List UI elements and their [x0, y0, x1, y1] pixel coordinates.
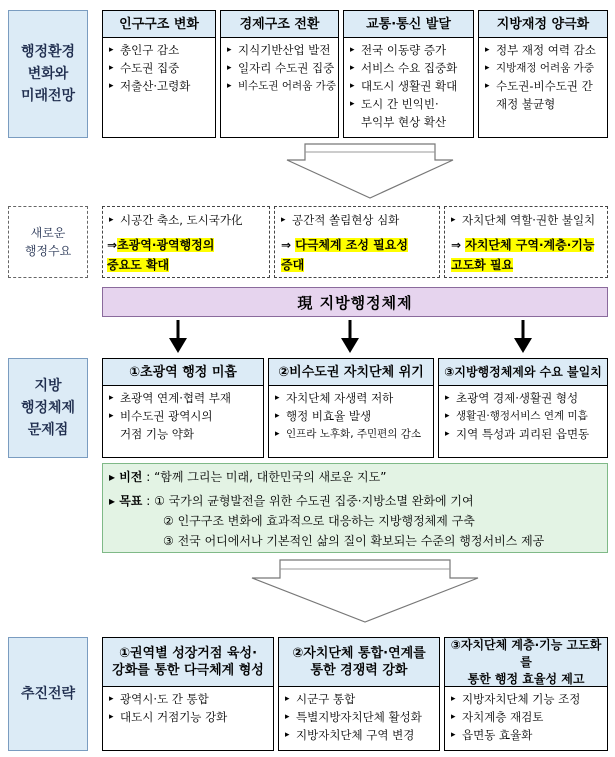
down-arrow-icon — [167, 320, 189, 354]
side-label-line: 새로운 — [30, 226, 66, 240]
down-arrow-icon — [339, 320, 361, 354]
side-label-line: 미래전망 — [20, 88, 76, 104]
list-item-continued: 부익부 현상 확산 — [361, 115, 447, 129]
strategy-title — [103, 638, 273, 687]
list-item: ▸ 생활권·행정서비스 연계 미흡 — [445, 407, 589, 425]
list-item: ▸ 자치계층 재검토 — [451, 708, 580, 726]
vision-goal-box — [102, 463, 608, 553]
env-column-population — [102, 10, 216, 138]
side-label-line: 추진전략 — [20, 686, 76, 702]
down-arrow-icon — [512, 320, 534, 354]
needs-result — [451, 235, 594, 275]
side-label-line: 지방 — [34, 378, 62, 394]
needs-box-1 — [102, 206, 270, 278]
side-label-line: 문제점 — [27, 422, 69, 438]
highlight-text: 고도화 필요 — [451, 258, 514, 272]
list-item: ▸ 비수도권 어려움 가중 — [227, 77, 336, 95]
side-label-needs — [8, 206, 88, 278]
goal-row — [109, 492, 474, 510]
vision-text: : “함께 그리는 미래, 대한민국의 새로운 지도” — [146, 470, 387, 484]
env-column-title: 인구구조 변화 — [103, 11, 215, 38]
goal-item: ② 인구구조 변화에 효과적으로 대응하는 지방행정체제 구축 — [163, 514, 475, 528]
list-item: ▸ 총인구 감소 — [109, 41, 190, 59]
needs-box-2 — [274, 206, 440, 278]
env-column-economy — [220, 10, 339, 138]
list-item: ▸ 시군구 통합 — [285, 690, 422, 708]
goal-item: : ① 국가의 균형발전을 위한 수도권 집중·지방소멸 완화에 기여 — [146, 494, 474, 508]
env-column-title: 교통·통신 발달 — [344, 11, 473, 38]
list-item: ▸ 지방자치단체 기능 조정 — [451, 690, 580, 708]
list-item: ▸ 읍면동 효율화 — [451, 726, 580, 744]
list-item: ▸ 저출산·고령화 — [109, 77, 190, 95]
strategy-title-line: 통한 경쟁력 강화 — [310, 663, 408, 678]
strategy-title-line: ③자치단체 계층·기능 고도화를 — [450, 637, 602, 669]
list-item: ▸ 정부 재정 여력 감소 — [485, 41, 596, 59]
needs-result — [281, 235, 408, 275]
implies-icon: ⇒ — [107, 238, 118, 252]
list-item: ▸ 도시 간 빈익빈· — [350, 95, 457, 113]
list-item: ▸ 공간적 쏠림현상 심화 — [281, 211, 399, 229]
strategy-title — [445, 638, 607, 687]
side-label-environment — [8, 10, 88, 138]
list-item: ▸ 자치단체 자생력 저하 — [275, 389, 421, 407]
list-item: ▸ 수도권-비수도권 간 — [485, 77, 596, 95]
strategy-column-3 — [444, 637, 608, 751]
list-item: ▸ 수도권 집중 — [109, 59, 190, 77]
highlight-text: 증대 — [281, 258, 305, 272]
side-label-line: 행정체제 — [20, 400, 76, 416]
list-item: ▸ 서비스 수요 집중화 — [350, 59, 457, 77]
list-item: ▸ 초광역 경제·생활권 형성 — [445, 389, 589, 407]
needs-box-3 — [444, 206, 608, 278]
list-item: ▸ 지방자치단체 구역 변경 — [285, 726, 422, 744]
implies-icon: ⇒ — [451, 238, 462, 252]
highlight-text: 중요도 확대 — [107, 258, 170, 272]
strategy-title-line: ①권역별 성장거점 육성· — [118, 646, 258, 661]
down-arrow-icon — [250, 558, 480, 624]
side-label-line: 행정환경 — [20, 44, 76, 60]
side-label-line: 변화와 — [27, 66, 69, 82]
current-system-banner: 現 지방행정체제 — [102, 287, 608, 317]
problem-title: ②비수도권 자치단체 위기 — [269, 359, 433, 386]
list-item: ▸ 지식기반산업 발전 — [227, 41, 336, 59]
side-label-line: 행정수요 — [24, 244, 72, 258]
env-column-title: 지방재정 양극화 — [479, 11, 607, 38]
problem-column-1 — [102, 358, 264, 458]
side-label-strategy — [8, 637, 88, 751]
side-label-problems — [8, 358, 88, 458]
implies-icon: ⇒ — [281, 238, 292, 252]
list-item: ▸ 지방재정 어려움 가중 — [485, 59, 596, 77]
list-item: ▸ 일자리 수도권 집중 — [227, 59, 336, 77]
highlight-text: 다극체계 조성 필요성 — [295, 238, 408, 252]
list-item: ▸ 대도시 거점기능 강화 — [109, 708, 227, 726]
strategy-title-line: 통한 행정 효율성 제고 — [467, 671, 585, 686]
problem-title: ①초광역 행정 미흡 — [103, 359, 263, 386]
goal-item: ③ 전국 어디에서나 기본적인 삶의 질이 확보되는 수준의 행정서비스 제공 — [163, 534, 545, 548]
goal-label: 목표 — [119, 494, 143, 508]
list-item: ▸ 광역시·도 간 통합 — [109, 690, 227, 708]
highlight-text: 자치단체 구역·계층·기능 — [465, 238, 595, 252]
strategy-column-1 — [102, 637, 274, 751]
strategy-title — [279, 638, 439, 687]
strategy-title-line: 강화를 통한 다극체계 형성 — [112, 663, 264, 678]
list-item: ▸ 전국 이동량 증가 — [350, 41, 457, 59]
list-item: ▸ 시공간 축소, 도시국가化 — [109, 211, 242, 229]
list-item-continued: 재정 불균형 — [496, 97, 556, 111]
problem-title: ③지방행정체제와 수요 불일치 — [439, 359, 607, 386]
down-arrow-icon — [285, 142, 455, 200]
list-item: ▸ 인프라 노후화, 주민편의 감소 — [275, 425, 421, 443]
needs-result — [107, 235, 214, 275]
goal-bullet-icon: ▸ — [109, 494, 120, 508]
list-item-continued: 거점 기능 약화 — [120, 427, 194, 441]
env-column-transport — [343, 10, 474, 138]
list-item: ▸ 초광역 연계·협력 부재 — [109, 389, 231, 407]
list-item: ▸ 비수도권 광역시의 — [109, 407, 231, 425]
env-column-title: 경제구조 전환 — [221, 11, 338, 38]
highlight-text: 초광역·광역행정의 — [117, 238, 215, 252]
list-item: ▸ 행정 비효율 발생 — [275, 407, 421, 425]
vision-label: 비전 — [119, 470, 143, 484]
strategy-title-line: ②자치단체 통합·연계를 — [292, 646, 426, 661]
problem-column-2 — [268, 358, 434, 458]
list-item: ▸ 대도시 생활권 확대 — [350, 77, 457, 95]
env-column-finance — [478, 10, 608, 138]
vision-row — [109, 468, 386, 486]
list-item: ▸ 지역 특성과 괴리된 읍면동 — [445, 425, 589, 443]
vision-bullet-icon: ▸ — [109, 470, 120, 484]
strategy-column-2 — [278, 637, 440, 751]
problem-column-3 — [438, 358, 608, 458]
list-item: ▸ 특별지방자치단체 활성화 — [285, 708, 422, 726]
list-item: ▸ 자치단체 역할·권한 불일치 — [451, 211, 595, 229]
